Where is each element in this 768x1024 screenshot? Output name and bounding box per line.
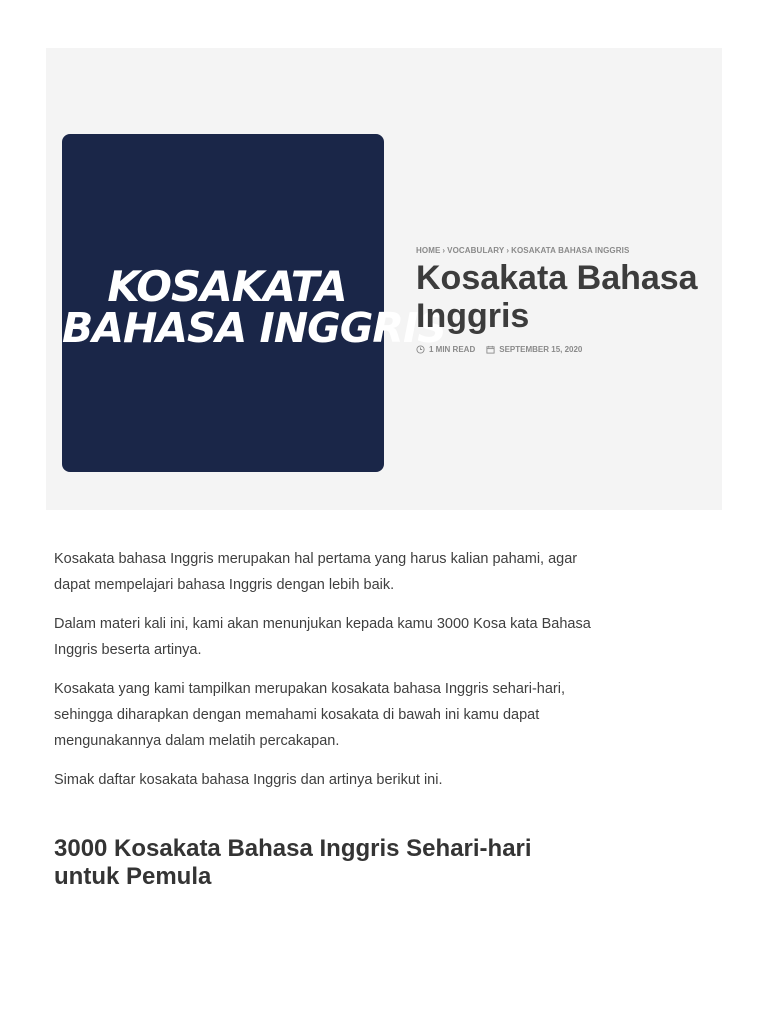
post-meta xyxy=(416,345,706,354)
breadcrumb-current: KOSAKATA BAHASA INGGRIS xyxy=(511,246,630,255)
article-body xyxy=(54,546,594,891)
clock-icon xyxy=(416,345,425,354)
breadcrumb xyxy=(416,246,706,255)
featured-image-text-line2: BAHASA INGGRIS xyxy=(62,304,446,352)
calendar-icon xyxy=(486,345,495,354)
post-date xyxy=(486,345,582,354)
post-date-text: SEPTEMBER 15, 2020 xyxy=(499,345,583,354)
post-header xyxy=(416,246,706,354)
article-paragraph: Dalam materi kali ini, kami akan menunjukan kepada kamu 3000 Kosa kata Bahasa Inggris beserta artinya. xyxy=(54,616,591,658)
article-paragraph: Kosakata bahasa Inggris merupakan hal pertama yang harus kalian pahami, agar dapat mempelajari bahasa Inggris dengan lebih baik. xyxy=(54,551,578,593)
post-hero xyxy=(46,48,722,510)
breadcrumb-separator: › xyxy=(506,246,510,255)
read-time xyxy=(416,345,475,354)
breadcrumb-separator: › xyxy=(442,246,446,255)
page-title: Kosakata Bahasa Inggris xyxy=(416,259,698,335)
breadcrumb-category-link[interactable]: VOCABULARY xyxy=(447,246,505,255)
read-time-text: 1 MIN READ xyxy=(429,345,476,354)
featured-image-text-line1: KOSAKATA xyxy=(107,262,347,311)
section-heading: 3000 Kosakata Bahasa Inggris Sehari-hari untuk Pemula xyxy=(54,835,532,890)
breadcrumb-home-link[interactable]: HOME xyxy=(416,246,441,255)
article-paragraph: Kosakata yang kami tampilkan merupakan kosakata bahasa Inggris sehari-hari, sehingga diharapkan dengan memahami kosakata di bawah ini kamu dapat mengunakannya dalam melatih percakapan. xyxy=(54,681,565,749)
article-paragraph: Simak daftar kosakata bahasa Inggris dan artinya berikut ini. xyxy=(54,772,443,788)
